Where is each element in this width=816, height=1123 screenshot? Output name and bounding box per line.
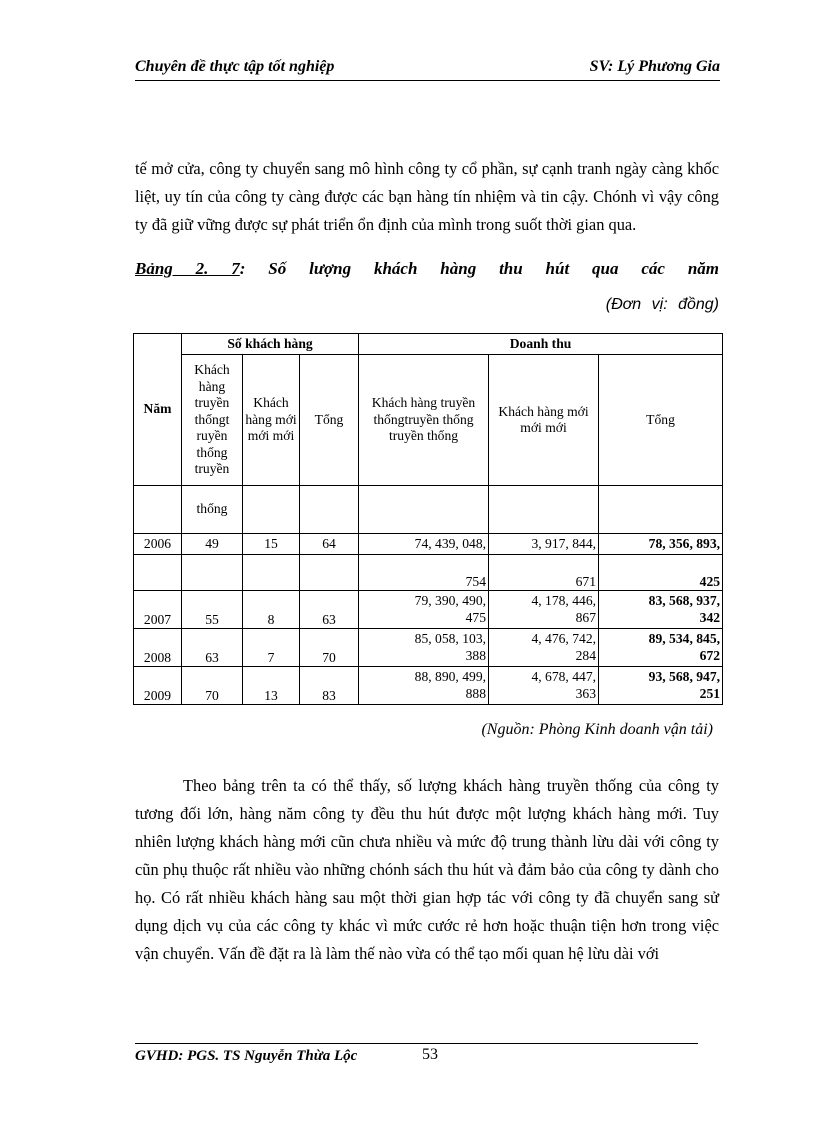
table-title-text: : Số lượng khách hàng thu hút qua các năm	[239, 259, 720, 278]
cell-year: 2006	[134, 534, 182, 555]
page-number: 53	[422, 1046, 438, 1063]
value-line: 251	[699, 685, 721, 701]
body-paragraph-2: Theo bảng trên ta có thể thấy, số lượng khách hàng truyền thống của công ty tương đối lớn, hàng năm công ty đều thu hút được một lượng khách hàng mới. Tuy nhiên lượng khách hàng mới cũn chưa nhiều và mức độ trung thành lừu dài với công ty cũn phụ thuộc rất nhiều vào những chónh sách thu hút và đảm bảo của công ty dành cho họ. Có rất nhiều khách hàng sau một thời gian hợp tác với công ty đã chuyển sang sử dụng dịch vụ của các công ty khác vì mức cước rẻ hơn hoặc thuận tiện hơn trong việc vận chuyển. Vấn đề đặt ra là làm thế nào vừa có thể tạo mối quan hệ lừu dài với	[135, 776, 719, 964]
value-line: 88, 890, 499,	[414, 669, 487, 684]
value-line: 475	[465, 609, 487, 625]
footer-divider	[135, 1043, 698, 1044]
cell-new: 8	[243, 591, 300, 629]
value-line: 83, 568, 937,	[648, 593, 721, 608]
header-revenue-traditional: Khách hàng truyền thốngtruyền thống truyền thống	[359, 355, 489, 486]
cell-traditional: 49	[182, 534, 243, 555]
table-row-2009	[134, 667, 723, 705]
footer-advisor: GVHD: PGS. TS Nguyễn Thừa Lộc	[135, 1048, 358, 1064]
header-divider	[135, 80, 720, 81]
table-unit: (Đơn vị: đồng)	[605, 296, 719, 313]
value-line: 284	[575, 647, 597, 663]
cell-new: 7	[243, 629, 300, 667]
value-line: 388	[465, 647, 487, 663]
header-year: Năm	[134, 334, 182, 486]
page-header	[135, 58, 720, 80]
cell-year: 2007	[134, 591, 182, 629]
cell-new: 15	[243, 534, 300, 555]
cell-revenue-traditional	[359, 629, 489, 667]
value-line: 867	[575, 609, 597, 625]
cell-revenue-new: 3, 917, 844,	[489, 534, 599, 555]
cell-total: 64	[300, 534, 359, 555]
header-student-name: SV: Lý Phương Gia	[589, 58, 720, 75]
cell-revenue-new	[489, 667, 599, 705]
value-line: 79, 390, 490,	[414, 593, 487, 608]
table-title	[135, 259, 719, 279]
cell-year: 2008	[134, 629, 182, 667]
value-line: 93, 568, 947,	[648, 669, 721, 684]
cell-revenue-traditional-cont: 754	[359, 555, 489, 591]
cell-traditional: 70	[182, 667, 243, 705]
table-source: (Nguồn: Phòng Kinh doanh vận tải)	[481, 721, 713, 738]
cell-revenue-total-cont: 425	[599, 555, 723, 591]
header-customers: Số khách hàng	[182, 334, 359, 355]
value-line: 4, 678, 447,	[531, 669, 597, 684]
cell-revenue-total	[599, 591, 723, 629]
header-customers-total: Tổng	[300, 355, 359, 486]
body-paragraph-1: tế mở cửa, công ty chuyển sang mô hình công ty cổ phần, sự cạnh tranh ngày càng khốc liệt, uy tín của công ty càng được các bạn hàng tín nhiệm và tin cậy. Chónh vì vậy công ty đã giữ vững được sự phát triển ổn định của mình trong suốt thời gian qua.	[135, 159, 719, 235]
header-revenue-total: Tổng	[599, 355, 723, 486]
cell-new: 13	[243, 667, 300, 705]
cell-traditional: 55	[182, 591, 243, 629]
value-line: 672	[699, 647, 721, 663]
header-revenue-new: Khách hàng mới mới mới	[489, 355, 599, 486]
value-line: 888	[465, 685, 487, 701]
header-document-title: Chuyên đề thực tập tốt nghiệp	[135, 58, 335, 75]
table-row-2006-continuation	[134, 555, 723, 591]
cell-revenue-traditional: 74, 439, 048,	[359, 534, 489, 555]
cell-revenue-new	[489, 629, 599, 667]
cell-total: 63	[300, 591, 359, 629]
table-row-2007	[134, 591, 723, 629]
cell-revenue-new	[489, 591, 599, 629]
value-line: 4, 178, 446,	[531, 593, 597, 608]
value-line: 363	[575, 685, 597, 701]
cell-traditional: 63	[182, 629, 243, 667]
table-row-header-continuation	[134, 486, 723, 534]
value-line: 4, 476, 742,	[531, 631, 597, 646]
header-traditional-customers: Khách hàng truyền thốngt ruyền thống truyền	[182, 355, 243, 486]
cell-total: 83	[300, 667, 359, 705]
table-title-label: Bảng 2. 7	[135, 259, 240, 278]
cell-revenue-total	[599, 629, 723, 667]
value-line: 89, 534, 845,	[648, 631, 721, 646]
cell-revenue-new-cont: 671	[489, 555, 599, 591]
header-new-customers: Khách hàng mới mới mới	[243, 355, 300, 486]
customer-revenue-table	[133, 333, 723, 705]
header-revenue: Doanh thu	[359, 334, 723, 355]
value-line: 85, 058, 103,	[414, 631, 487, 646]
cell-revenue-traditional	[359, 667, 489, 705]
value-line: 342	[699, 609, 721, 625]
header-traditional-continuation: thống	[182, 486, 243, 534]
cell-revenue-total: 78, 356, 893,	[599, 534, 723, 555]
cell-revenue-total	[599, 667, 723, 705]
cell-total: 70	[300, 629, 359, 667]
table-row-2006	[134, 534, 723, 555]
table-row-2008	[134, 629, 723, 667]
cell-year: 2009	[134, 667, 182, 705]
cell-revenue-traditional	[359, 591, 489, 629]
